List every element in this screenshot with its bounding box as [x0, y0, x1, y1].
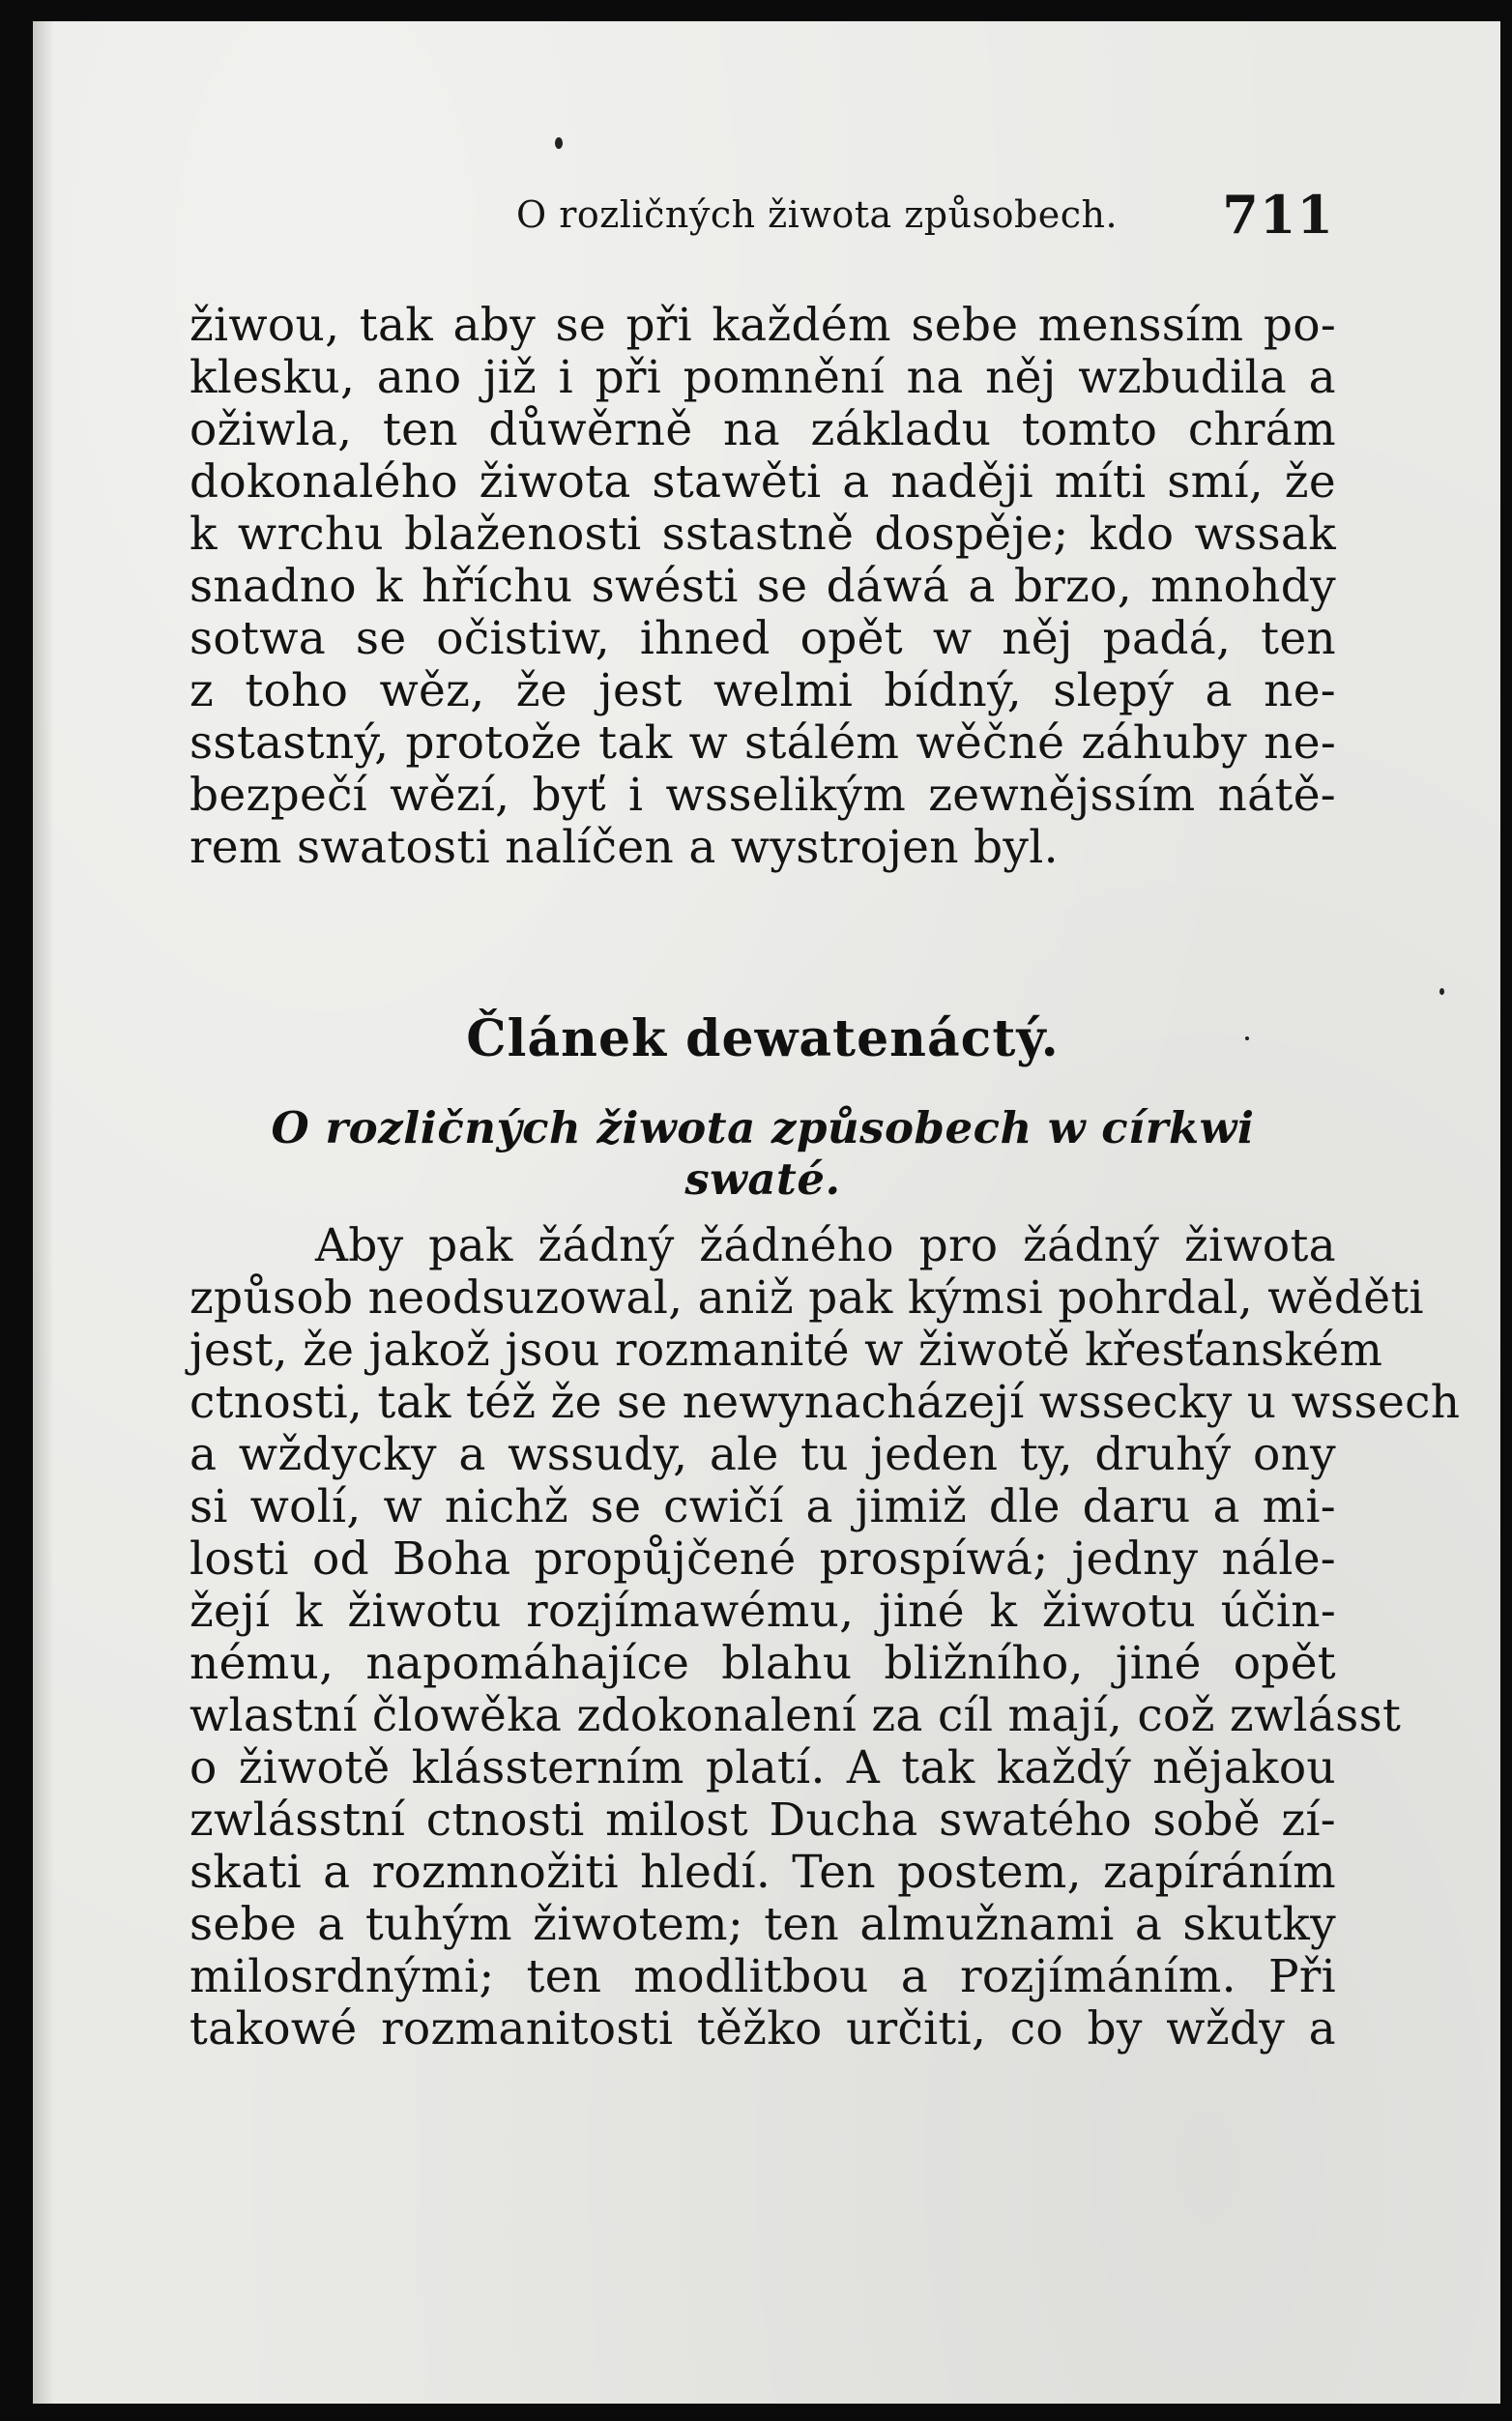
text-line: k wrchu blaženosti sstastně dospěje; kdo wssak — [189, 508, 1336, 561]
page-edge-shadow — [33, 21, 54, 2404]
ink-speck — [555, 137, 563, 149]
text-line: skati a rozmnožiti hledí. Ten postem, zapíráním — [189, 1846, 1336, 1899]
page-number: 711 — [1222, 184, 1334, 246]
text-line: takowé rozmanitosti těžko určiti, co by wždy a — [189, 2002, 1336, 2056]
text-line: ožiwla, ten důwěrně na základu tomto chrám — [189, 403, 1336, 456]
text-line: milosrdnými; ten modlitbou a rozjímáním. Při — [189, 1950, 1336, 2003]
text-line: si wolí, w nichž se cwičí a jimiž dle daru a mi- — [189, 1480, 1336, 1533]
text-line: a wždycky a wssudy, ale tu jeden ty, druhý ony — [189, 1428, 1336, 1481]
text-line: snadno k hříchu swésti se dáwá a brzo, mnohdy — [189, 560, 1336, 613]
text-line: dokonalého žiwota stawěti a naději míti smí, že — [189, 455, 1336, 509]
text-line: z toho wěz, že jest welmi bídný, slepý a ne- — [189, 664, 1336, 717]
text-line: sstastný, protože tak w stálém wěčné záhuby ne- — [189, 716, 1336, 770]
page-header — [193, 186, 1334, 253]
ink-speck — [1439, 988, 1444, 995]
text-line: sebe a tuhým žiwotem; ten almužnami a skutky — [189, 1898, 1336, 1951]
article-subtitle: O rozličných žiwota způsobech w církwi swaté. — [271, 1102, 1255, 1205]
text-line: o žiwotě klássterním platí. A tak každý nějakou — [189, 1741, 1336, 1794]
text-line: bezpečí wězí, byť i wsselikým zewnějssím nátě- — [189, 769, 1336, 822]
text-line: losti od Boha propůjčené prospíwá; jedny nále- — [189, 1532, 1336, 1586]
text-line: Aby pak žádný žádného pro žádný žiwota — [315, 1219, 1336, 1272]
text-line: klesku, ano již i při pomnění na něj wzbudila a — [189, 351, 1336, 404]
text-line: jest, že jakož jsou rozmanité w žiwotě křesťanském — [189, 1324, 1383, 1377]
text-line: ctnosti, tak též že se newynacházejí wssecky u wssech — [189, 1376, 1461, 1429]
text-line: sotwa se očistiw, ihned opět w něj padá, ten — [189, 612, 1336, 665]
text-line: nému, napomáhajíce blahu bližního, jiné opět — [189, 1637, 1336, 1690]
text-line: žejí k žiwotu rozjímawému, jiné k žiwotu účin- — [189, 1585, 1336, 1638]
text-line: zwlásstní ctnosti milost Ducha swatého sobě zí- — [189, 1794, 1336, 1847]
article-title: Článek dewatenáctý. — [466, 1009, 1060, 1068]
text-line: žiwou, tak aby se při každém sebe menssím po- — [189, 299, 1336, 352]
paragraph-1 — [189, 300, 1336, 874]
text-line: rem swatosti nalíčen a wystrojen byl. — [189, 821, 1059, 874]
paragraph-2 — [189, 1219, 1461, 2056]
text-line: wlastní člowěka zdokonalení za cíl mají, což zwlásst — [189, 1689, 1402, 1742]
running-title: O rozličných žiwota způsobech. — [516, 193, 1119, 236]
text-line: způsob neodsuzowal, aniž pak kýmsi pohrdal, wěděti — [189, 1271, 1424, 1325]
